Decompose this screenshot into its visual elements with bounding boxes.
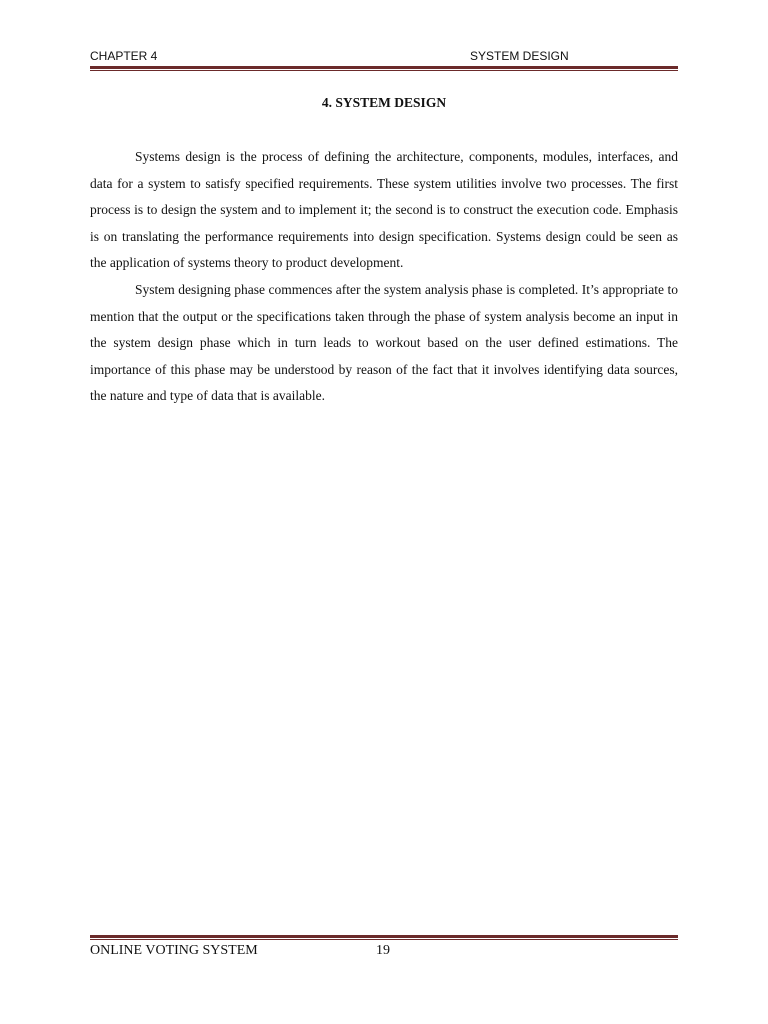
header-divider [90,66,678,71]
paragraph: System designing phase commences after the system analysis phase is completed. It’s appropriate to mention that the output or the specifications taken through the phase of system analysis become an input in the system design phase which in turn leads to workout based on the user defined estimations. The importance of this phase may be understood by reason of the fact that it involves identifying data sources, the nature and type of data that is available. [90,281,678,404]
header-section: SYSTEM DESIGN [470,49,569,63]
header-divider-thin-line [90,70,678,71]
paragraph: Systems design is the process of defining the architecture, components, modules, interfaces, and data for a system to satisfy specified requirements. These system utilities involve two processes. The first process is to design the system and to implement it; the second is to construct the execution code. Emphasis is on translating the performance requirements into design specification. Systems design could be seen as the application of systems theory to product development. [90,149,678,271]
footer-divider [90,935,678,940]
page-footer [90,942,678,960]
header-chapter: CHAPTER 4 [90,49,158,63]
page-title: 4. SYSTEM DESIGN [321,95,447,110]
body-text [90,144,678,410]
page-header [90,48,678,64]
footer-divider-thin-line [90,939,678,940]
footer-project-name: ONLINE VOTING SYSTEM [90,943,258,958]
page-number: 19 [376,943,390,958]
